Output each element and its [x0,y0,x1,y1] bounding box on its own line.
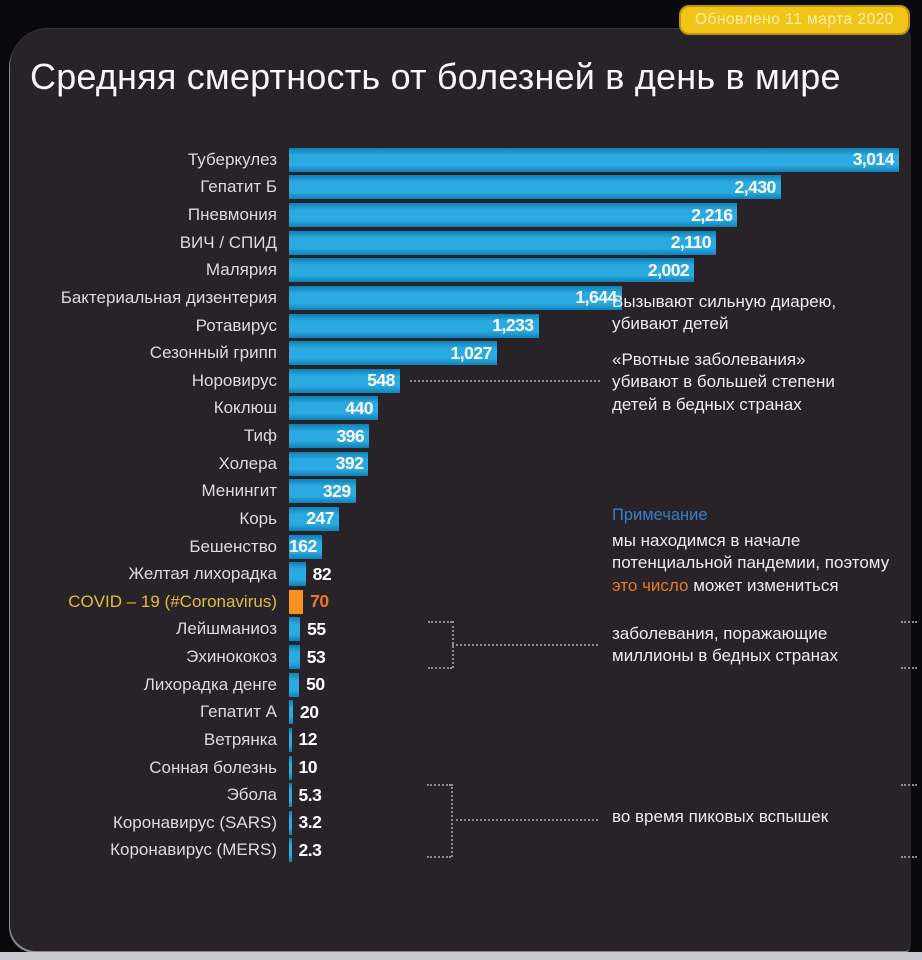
bar-disease [289,535,322,559]
bar-label: Желтая лихорадка [128,564,277,584]
bar-value: 3.2 [298,812,322,833]
bar-value: 82 [312,563,332,584]
bar-label: Эбола [226,785,277,805]
bar-disease [289,314,539,338]
bar-disease [289,203,737,227]
bar-area [289,258,906,282]
bar-area [289,756,906,780]
bar-value: 1,233 [492,315,534,336]
bar-disease [289,673,299,697]
chart-row [30,837,906,865]
chart-row [30,201,906,229]
chart-row [30,781,906,809]
bar-value: 2,002 [647,259,690,280]
note-text [612,530,900,597]
bar-label: Сезонный грипп [149,343,277,363]
bar-disease [289,756,292,780]
bar-value: 12 [298,729,317,750]
bar-label: Норовирус [191,370,277,390]
bar-area [289,148,906,172]
bar-value: 53 [306,646,326,667]
dotted-right-edge-stub [901,784,917,786]
dotted-bracket2-lead [451,819,598,821]
bar-area [289,175,906,199]
bar-label: ВИЧ / СПИД [179,232,277,252]
bar-disease [289,258,694,282]
bar-disease [289,645,300,669]
annotation-note [612,505,900,597]
bar-label: Пневмония [187,205,277,225]
bar-value: 396 [336,425,365,446]
dotted-right-edge-stub [901,667,917,669]
bar-disease [289,479,356,503]
annotation-vomiting-diseases: «Рвотные заболевания» убивают в большей степени детей в бедных странах [612,350,835,414]
bar-value: 55 [307,618,326,639]
bar-label: Малярия [205,260,277,280]
bar-area [289,203,906,227]
bar-label: Гепатит А [200,702,277,722]
bar-disease [289,700,293,724]
dotted-bracket1-lead [452,644,598,646]
bar-label: Коронавирус (SARS) [112,812,277,832]
dotted-right-edge-stub [901,856,917,858]
bar-label: Гепатит Б [200,177,277,197]
chart-row [30,754,906,782]
bar-label: Корь [239,508,277,528]
chart-row [30,257,906,285]
chart-row [30,671,906,699]
bar-value: 329 [322,480,351,501]
chart-row [30,726,906,754]
chart-row [30,450,906,478]
bar-value: 162 [289,536,317,557]
note-text-after: может измениться [693,575,839,595]
bar-label: Ветрянка [203,729,277,749]
bar-value: 2.3 [298,839,322,860]
chart-row [30,229,906,257]
bar-label: Сонная болезнь [149,757,277,777]
bar-label: Холера [218,453,277,473]
bar-disease [289,562,306,586]
bar-value: 10 [298,757,317,778]
chart-row [30,699,906,727]
bar-value: 2,216 [691,204,733,225]
bar-area [289,783,906,807]
bar-label: Тиф [243,426,277,446]
updated-date-badge: Обновлено 11 марта 2020 [679,5,910,35]
bar-label: Менингит [201,481,277,501]
bar-label: Туберкулез [187,149,277,169]
bar-area [289,231,906,255]
bar-disease [289,369,400,393]
page-bottom-strip [0,952,922,960]
bar-disease [289,341,497,365]
bar-disease [289,617,300,641]
bar-area [289,479,906,503]
bar-disease [289,175,781,199]
bar-covid [289,590,303,614]
bar-disease [289,231,716,255]
bar-area [289,424,906,448]
bar-area [289,728,906,752]
chart-row [30,478,906,506]
dotted-bracket2-bottom-stub [427,856,451,858]
bar-value: 1,027 [450,342,492,363]
bar-area [289,838,906,862]
bar-disease [289,424,369,448]
bar-label: Бактериальная дизентерия [60,287,277,307]
bar-disease [289,783,292,807]
dotted-bracket1-bottom-stub [428,667,452,669]
bar-disease [289,396,378,420]
bar-label: Эхинококоз [186,647,277,667]
note-text-highlight: это число [612,575,689,595]
chart-row [30,146,906,174]
bar-value: 247 [306,508,334,529]
annotation-poor-countries: заболевания, поражающие миллионы в бедных странах [612,624,838,666]
bar-value: 2,110 [670,232,712,253]
bar-value: 440 [345,397,374,418]
bar-disease [289,148,899,172]
bar-area [289,452,906,476]
chart-row [30,422,906,450]
chart-title: Средняя смертность от болезней в день в мире [30,56,841,97]
bar-value: 1,644 [575,287,617,308]
bar-label: Лейшманиоз [176,619,277,639]
bar-label: Ротавирус [195,315,277,335]
bar-label: Бешенство [189,536,277,556]
dotted-right-edge-stub [901,621,917,623]
bar-area [289,673,906,697]
bar-value: 5.3 [298,784,322,805]
bar-area [289,700,906,724]
note-text-before: мы находимся в начале потенциальной пандемии, поэтому [612,530,890,573]
bar-value: 548 [367,370,395,391]
dotted-connector-norovirus [410,380,600,382]
chart-row [30,174,906,202]
bar-disease [289,507,339,531]
annotation-peak-outbreaks: во время пиковых вспышек [612,807,829,826]
bar-value: 2,430 [734,176,776,197]
bar-label: COVID – 19 (#Coronavirus) [68,591,277,611]
bar-disease [289,728,292,752]
bar-value: 392 [335,453,364,474]
bar-label: Лихорадка денге [143,674,277,694]
dotted-bracket2-top-stub [427,784,451,786]
bar-disease [289,452,368,476]
bar-label: Коронавирус (MERS) [110,840,277,860]
bar-value: 50 [306,674,325,695]
bar-label: Коклюш [213,398,277,418]
bar-disease [289,838,292,862]
bar-disease [289,286,622,310]
bar-value: 70 [310,591,329,612]
bar-disease [289,811,292,835]
bar-value: 3,014 [852,149,894,170]
bar-value: 20 [300,701,319,722]
annotation-diarrhea: Вызывают сильную диарею, убивают детей [612,292,837,334]
note-title: Примечание [612,506,708,524]
dotted-bracket1-top-stub [428,621,452,623]
